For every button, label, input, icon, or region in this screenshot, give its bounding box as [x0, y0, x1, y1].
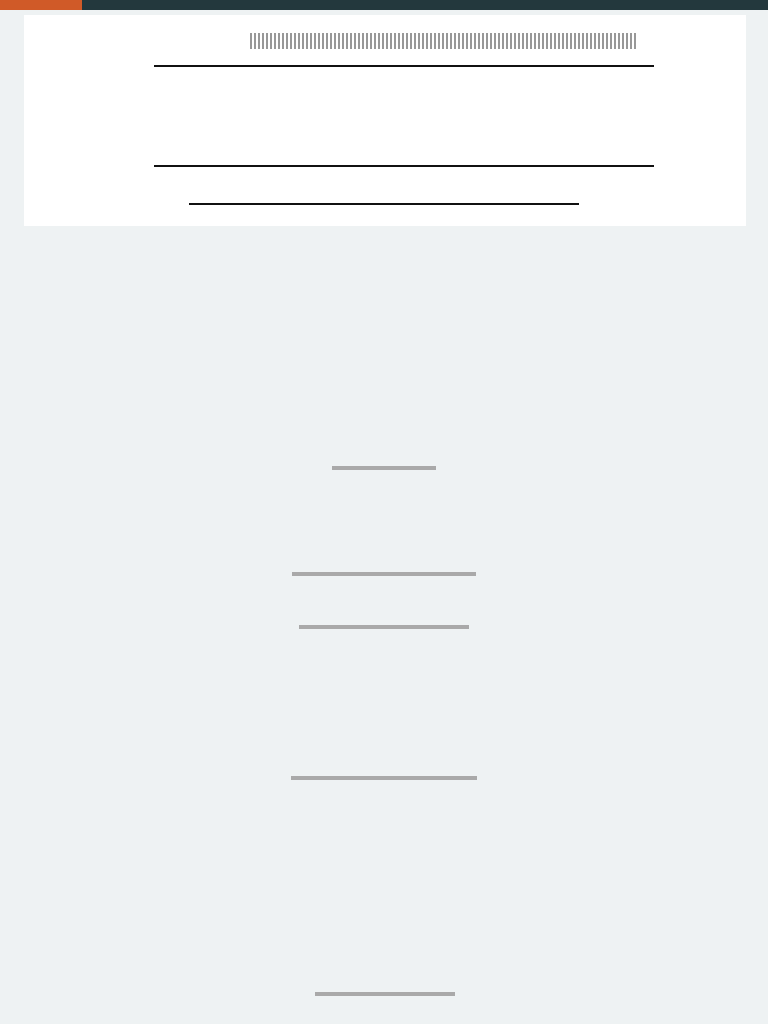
section-divider	[315, 992, 455, 996]
infobox-right-column[interactable]	[342, 37, 738, 217]
section-divider	[299, 625, 469, 629]
infobox-left-column	[44, 37, 344, 217]
infobox-card	[24, 15, 746, 226]
infobox-rule	[154, 65, 654, 67]
infobox-rule	[189, 203, 579, 205]
infobox-rule	[154, 165, 654, 167]
top-bar	[0, 0, 768, 10]
section-divider	[332, 466, 436, 470]
section-divider	[291, 776, 477, 780]
brand-logo[interactable]	[0, 0, 82, 10]
section-divider	[292, 572, 476, 576]
top-navigation[interactable]	[100, 1, 750, 9]
